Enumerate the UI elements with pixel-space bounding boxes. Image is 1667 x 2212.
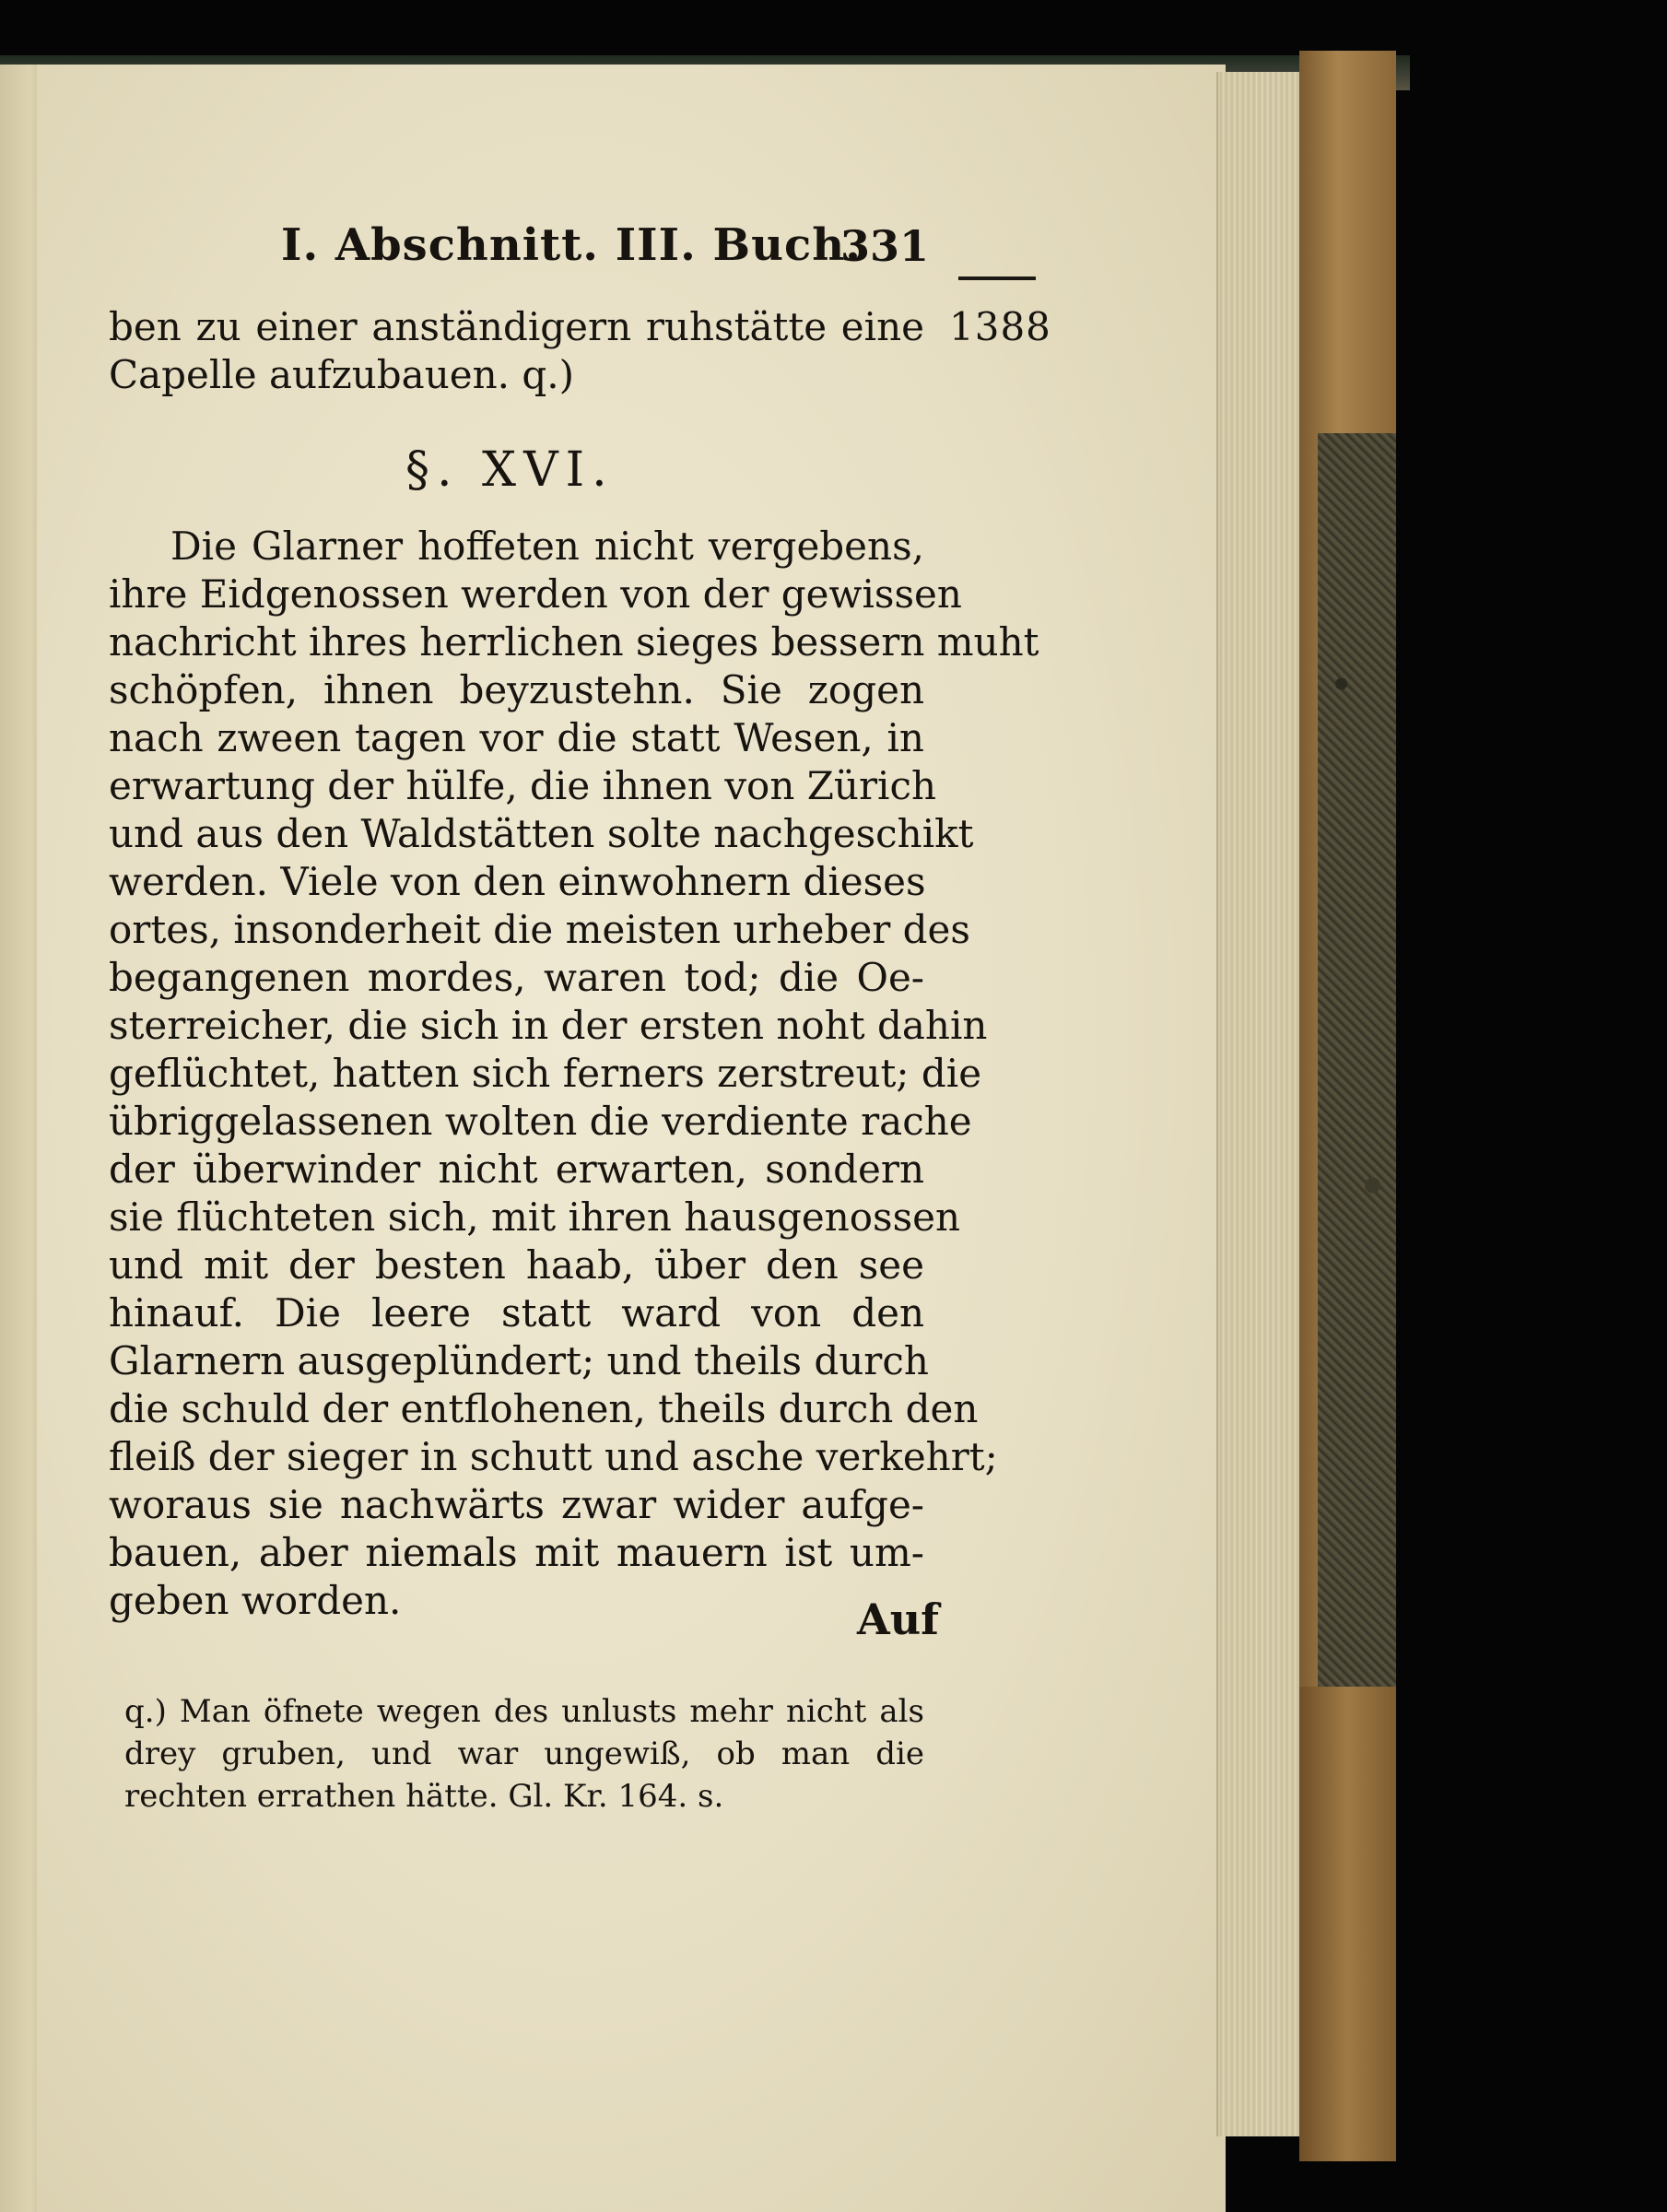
paragraph-line: hinauf. Die leere statt ward von den bbox=[109, 1290, 924, 1335]
footnote-line: q.) Man öfnete wegen des unlusts mehr nicht als bbox=[124, 1693, 924, 1730]
paragraph-line: sterreicher, die sich in der ersten noht dahin bbox=[109, 1003, 988, 1048]
paragraph-line: Die Glarner hoffeten nicht vergebens, bbox=[170, 524, 924, 569]
paragraph-line: und aus den Waldstätten solte nachgeschikt bbox=[109, 811, 974, 856]
margin-rule bbox=[958, 276, 1036, 280]
paragraph-line: nach zween tagen vor die statt Wesen, in bbox=[109, 715, 924, 760]
paragraph-line: geflüchtet, hatten sich ferners zerstreut; die bbox=[109, 1051, 982, 1096]
footnote-line: rechten errathen hätte. Gl. Kr. 164. s. bbox=[124, 1778, 724, 1815]
paragraph-line: der überwinder nicht erwarten, sondern bbox=[109, 1147, 924, 1192]
page-number: 331 bbox=[840, 221, 930, 271]
paragraph-line: schöpfen, ihnen beyzustehn. Sie zogen bbox=[109, 667, 924, 712]
paragraph-line: sie flüchteten sich, mit ihren hausgenossen bbox=[109, 1194, 961, 1240]
catchword: Auf bbox=[857, 1594, 939, 1644]
paragraph-line: werden. Viele von den einwohnern dieses bbox=[109, 859, 926, 904]
running-header: I. Abschnitt. III. Buch. bbox=[281, 219, 862, 271]
paragraph-line: begangenen mordes, waren tod; die Oe- bbox=[109, 955, 924, 1000]
paragraph-line: woraus sie nachwärts zwar wider aufge- bbox=[109, 1482, 924, 1527]
paragraph-line: nachricht ihres herrlichen sieges bessern muht bbox=[109, 619, 1039, 665]
intro-line: Capelle aufzubauen. q.) bbox=[109, 352, 575, 397]
marginal-year: 1388 bbox=[949, 304, 1051, 349]
page-stack-edge bbox=[1216, 72, 1301, 2136]
paragraph-line: Glarnern ausgeplündert; und theils durch bbox=[109, 1338, 929, 1383]
paragraph-line: bauen, aber niemals mit mauern ist um- bbox=[109, 1530, 924, 1575]
paragraph-line: geben worden. bbox=[109, 1578, 402, 1623]
paragraph-line: erwartung der hülfe, die ihnen von Zürich bbox=[109, 763, 937, 808]
paragraph-line: übriggelassenen wolten die verdiente rache bbox=[109, 1099, 972, 1144]
paragraph-line: fleiß der sieger in schutt und asche verkehrt; bbox=[109, 1434, 998, 1479]
book-cover-marbled-paper bbox=[1318, 433, 1396, 1687]
intro-line: ben zu einer anständigern ruhstätte eine bbox=[109, 304, 924, 349]
paragraph-line: ortes, insonderheit die meisten urheber des bbox=[109, 907, 970, 952]
paragraph-line: und mit der besten haab, über den see bbox=[109, 1242, 924, 1288]
section-title: §. XVI. bbox=[405, 442, 615, 498]
paragraph-line: ihre Eidgenossen werden von der gewissen bbox=[109, 571, 962, 617]
paragraph-line: die schuld der entflohenen, theils durch den bbox=[109, 1386, 979, 1431]
book-cover-leather-lower bbox=[1299, 1687, 1396, 2161]
footnote-line: drey gruben, und war ungewiß, ob man die bbox=[124, 1735, 924, 1772]
